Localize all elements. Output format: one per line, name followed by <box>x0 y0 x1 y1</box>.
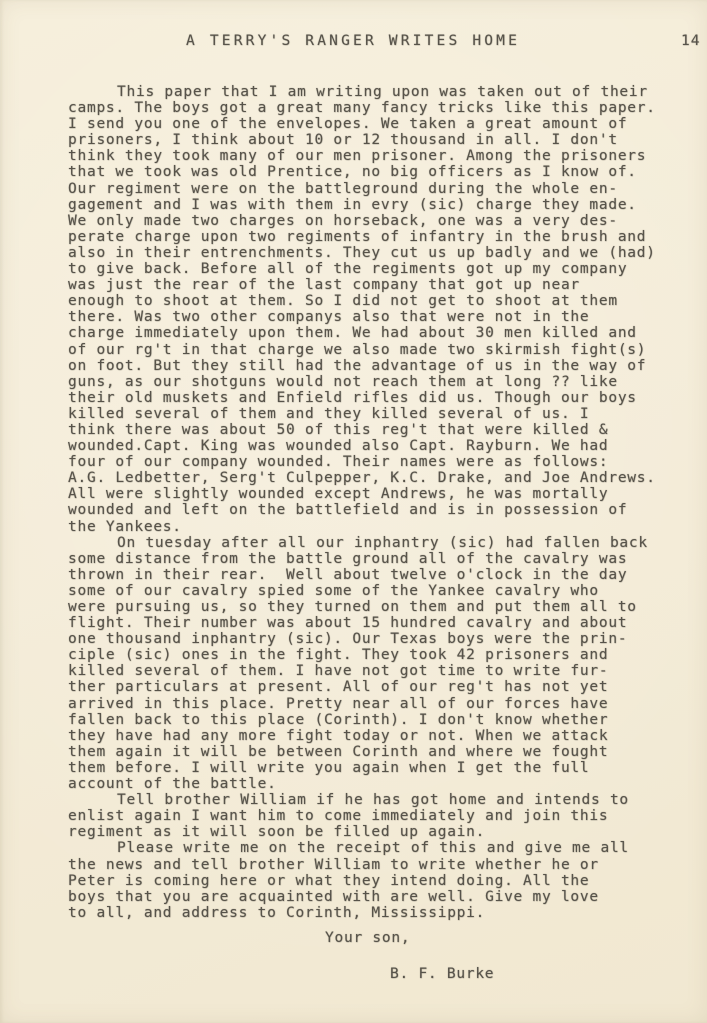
letter-line: killed several of them. I have not got time to write fur- <box>68 663 609 680</box>
page-header <box>0 33 707 53</box>
letter-line: the Yankees. <box>68 518 182 535</box>
letter-line: regiment as it will soon be filled up again. <box>68 824 486 841</box>
letter-line: on foot. But they still had the advantage of us in the way of <box>68 357 647 374</box>
letter-line: think they took many of our men prisoner. Among the prisoners <box>68 148 647 165</box>
paragraph <box>68 535 678 793</box>
letter-line: was just the rear of the last company that got up near <box>68 277 580 294</box>
letter-line: boys that you are acquainted with are well. Give my love <box>68 888 599 905</box>
letter-line: Our regiment were on the battleground during the whole en- <box>68 180 618 197</box>
letter-line: think there was about 50 of this reg't that were killed & <box>68 421 609 438</box>
letter-line: perate charge upon two regiments of infantry in the brush and <box>68 228 647 245</box>
letter-line: were pursuing us, so they turned on them and put them all to <box>68 599 637 615</box>
letter-line: their old muskets and Enfield rifles did us. Though our boys <box>68 389 637 406</box>
letter-line: one thousand inphantry (sic). Our Texas boys were the prin- <box>68 631 628 648</box>
closing-signature: B. F. Burke <box>390 965 495 982</box>
letter-line: Tell brother William if he has got home and intends to <box>117 792 629 809</box>
letter-line: ther particulars at present. All of our reg't has not yet <box>68 679 609 696</box>
letter-line: killed several of them and they killed several of us. I <box>68 405 590 422</box>
letter-line: We only made two charges on horseback, one was a very des- <box>68 212 618 229</box>
letter-line: wounded.Capt. King was wounded also Capt. Rayburn. We had <box>68 438 609 455</box>
letter-line: ciple (sic) ones in the fight. They took 42 prisoners and <box>68 647 609 664</box>
letter-line: flight. Their number was about 15 hundred cavalry and about <box>68 615 628 632</box>
letter-line: prisoners, I think about 10 or 12 thousand in all. I don't <box>68 132 618 149</box>
letter-line: fallen back to this place (Corinth). I don't know whether <box>68 711 609 728</box>
closing-salutation: Your son, <box>325 929 411 946</box>
letter-line: there. Was two other companys also that were not in the <box>68 309 590 326</box>
letter-line: gagement and I was with them in evry (sic) charge they made. <box>68 196 637 213</box>
letter-line: them before. I will write you again when I get the full <box>68 759 590 776</box>
letter-line: enlist again I want him to come immediately and join this <box>68 808 609 825</box>
letter-line: guns, as our shotguns would not reach them at long ?? like <box>68 373 618 390</box>
letter-line: On tuesday after all our inphantry (sic) had fallen back <box>117 534 648 551</box>
page-title: A TERRY'S RANGER WRITES HOME <box>186 33 521 49</box>
letter-line: arrived in this place. Pretty near all of our forces have <box>68 695 609 712</box>
page-number: 14 <box>681 33 701 49</box>
letter-line: All were slightly wounded except Andrews, he was mortally <box>68 486 609 503</box>
letter-line: thrown in their rear. Well about twelve o'clock in the day <box>68 566 628 583</box>
paragraph <box>68 792 678 840</box>
letter-line: also in their entrenchments. They cut us up badly and we (had) <box>68 244 656 261</box>
letter-line: This paper that I am writing upon was taken out of their <box>117 84 648 100</box>
letter-line: Please write me on the receipt of this and give me all <box>117 840 629 857</box>
letter-line: them again it will be between Corinth and where we fought <box>68 743 609 760</box>
letter-line: charge immediately upon them. We had about 30 men killed and <box>68 325 637 342</box>
letter-line: some of our cavalry spied some of the Yankee cavalry who <box>68 582 599 599</box>
letter-line: A.G. Ledbetter, Serg't Culpepper, K.C. Drake, and Joe Andrews. <box>68 470 656 487</box>
letter-line: wounded and left on the battlefield and is in possession of <box>68 502 628 519</box>
letter-line: to give back. Before all of the regiments got up my company <box>68 261 628 278</box>
letter-line: that we took was old Prentice, no big officers as I know of. <box>68 164 637 181</box>
letter-line: the news and tell brother William to write whether he or <box>68 856 599 873</box>
paragraph <box>68 84 678 535</box>
letter-body <box>68 84 678 982</box>
letter-line: enough to shoot at them. So I did not get to shoot at them <box>68 293 618 310</box>
letter-line: they have had any more fight today or not. When we attack <box>68 727 609 744</box>
letter-line: account of the battle. <box>68 776 277 793</box>
letter-line: camps. The boys got a great many fancy tricks like this paper. <box>68 100 656 117</box>
letter-line: four of our company wounded. Their names were as follows: <box>68 454 609 471</box>
letter-line: Peter is coming here or what they intend doing. All the <box>68 872 590 889</box>
letter-line: I send you one of the envelopes. We taken a great amount of <box>68 116 628 133</box>
letter-line: of our rg't in that charge we also made two skirmish fight(s) <box>68 341 647 358</box>
paragraph <box>68 840 678 920</box>
letter-line: to all, and address to Corinth, Mississippi. <box>68 904 486 921</box>
letter-line: some distance from the battle ground all of the cavalry was <box>68 550 628 567</box>
